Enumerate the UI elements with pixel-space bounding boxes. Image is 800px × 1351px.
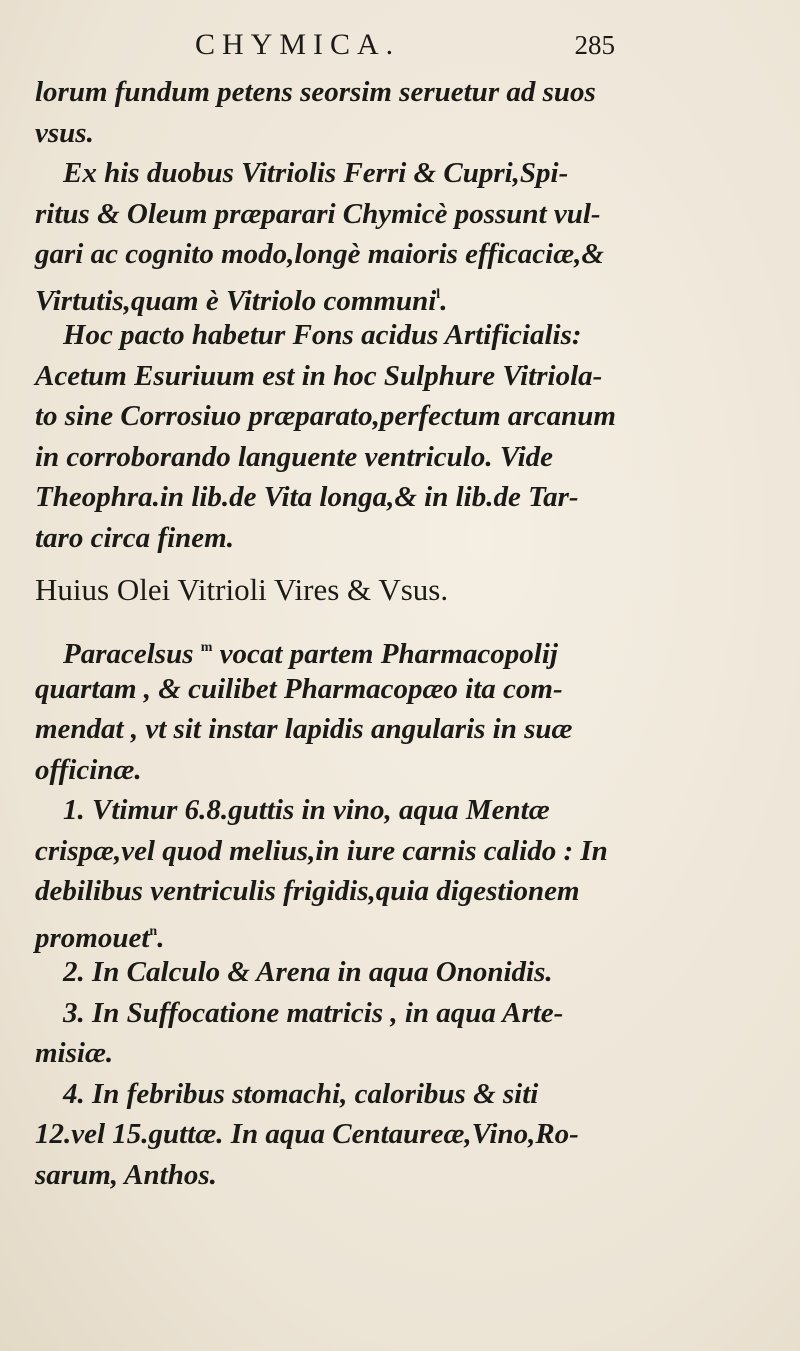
text-line: crispæ,vel quod melius,in iure carnis calido : In	[35, 834, 608, 867]
text-line: Virtutis,quam è Vitriolo communi$^l$.	[35, 284, 448, 317]
text-line: Ex his duobus Vitriolis Ferri & Cupri,Spi-	[63, 157, 569, 189]
text-line: 2. In Calculo & Arena in aqua Ononidis.	[63, 956, 553, 988]
text-line: Acetum Esuriuum est in hoc Sulphure Vitriola-	[35, 359, 603, 392]
note-marker: l	[436, 286, 441, 302]
body-text	[35, 72, 775, 1195]
page-number: 285	[574, 30, 615, 60]
text-line: 12.vel 15.guttæ. In aqua Centaureæ,Vino,Ro-	[35, 1118, 579, 1150]
text-line: 3. In Suffocatione matricis , in aqua Arte-	[63, 996, 564, 1029]
running-head	[195, 28, 615, 68]
note-marker: n	[149, 923, 158, 939]
text-line: to sine Corrosiuo præparato,perfectum arcanum	[35, 400, 616, 432]
running-head-title: CHYMICA.	[195, 28, 401, 61]
text-span: promouet	[35, 921, 150, 954]
text-line: Theophra.in lib.de Vita longa,& in lib.de Tar-	[35, 481, 579, 513]
text-line: vsus.	[35, 116, 94, 149]
text-line: 4. In febribus stomachi, caloribus & siti	[63, 1077, 539, 1110]
text-line: taro circa finem.	[35, 521, 234, 554]
text-span: Virtutis,quam è Vitriolo communi	[35, 284, 437, 317]
text-line: debilibus ventriculis frigidis,quia digestionem	[35, 875, 580, 907]
text-line: sarum, Anthos.	[35, 1158, 217, 1191]
section-heading: Huius Olei Vitrioli Vires & Vsus.	[35, 572, 449, 607]
note-marker: m	[200, 640, 213, 655]
text-line: mendat , vt sit instar lapidis angularis in suæ	[35, 713, 573, 745]
text-line: promouet$^n$.	[35, 921, 165, 954]
text-line: in corroborando languente ventriculo. Vide	[35, 440, 554, 473]
text-line: Hoc pacto habetur Fons acidus Artificialis:	[63, 319, 582, 351]
text-line: lorum fundum petens seorsim seruetur ad suos	[35, 76, 596, 108]
text-line: gari ac cognito modo,longè maioris efficaciæ,&	[35, 238, 604, 270]
text-line	[35, 628, 775, 669]
text-line: misiæ.	[35, 1037, 114, 1069]
spacer	[35, 614, 775, 628]
text-line: officinæ.	[35, 753, 142, 786]
text-span: Paracelsus	[63, 638, 194, 670]
text-line: quartam , & cuilibet Pharmacopæo ita com-	[35, 672, 563, 705]
text-span: vocat partem Pharmacopolij	[219, 638, 558, 670]
text-line: ritus & Oleum præparari Chymicè possunt vul-	[35, 197, 601, 230]
text-line: 1. Vtimur 6.8.guttis in vino, aqua Mentæ	[63, 794, 550, 826]
